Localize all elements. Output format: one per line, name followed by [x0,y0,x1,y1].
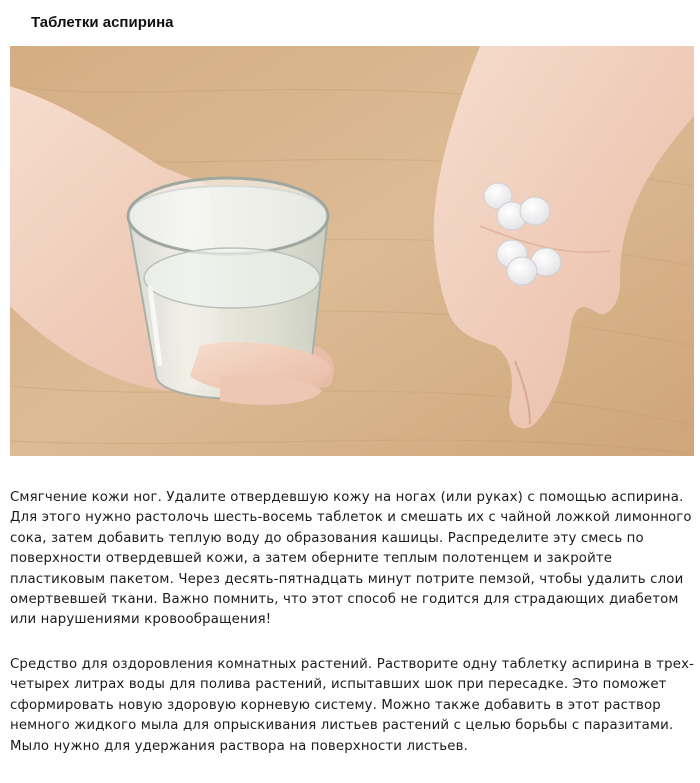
article-paragraph-plants: Средство для оздоровления комнатных растений. Растворите одну таблетку аспирина в трех-четырех литрах воды для полива растений, испытавших шок при пересадке. Это поможет сформировать новую здоровую корневую систему. Можно также добавить в этот раствор немного жидкого мыла для опрыскивания листьев растений с целью борьбы с паразитами. Мыло нужно для удержания раствора на поверхности листьев. [10,657,695,754]
aspirin-photo [10,46,694,456]
article-paragraph-foot-skin: Смягчение кожи ног. Удалите отвердевшую кожу на ногах (или руках) с помощью аспирина. Для этого нужно растолочь шесть-восемь таблеток и смешать их с чайной ложкой лимонного сока, затем добавить теплую воду до образования кашицы. Распределите эту смесь по поверхности отвердевшей кожи, а затем оберните теплым полотенцем и закройте пластиковым пакетом. Через десять-пятнадцать минут потрите пемзой, чтобы удалить слои омертвевшей ткани. Важно помнить, что этот способ не годится для страдающих диабетом или нарушениями кровообращения! [10,490,692,628]
article-title: Таблетки аспирина [31,14,174,31]
